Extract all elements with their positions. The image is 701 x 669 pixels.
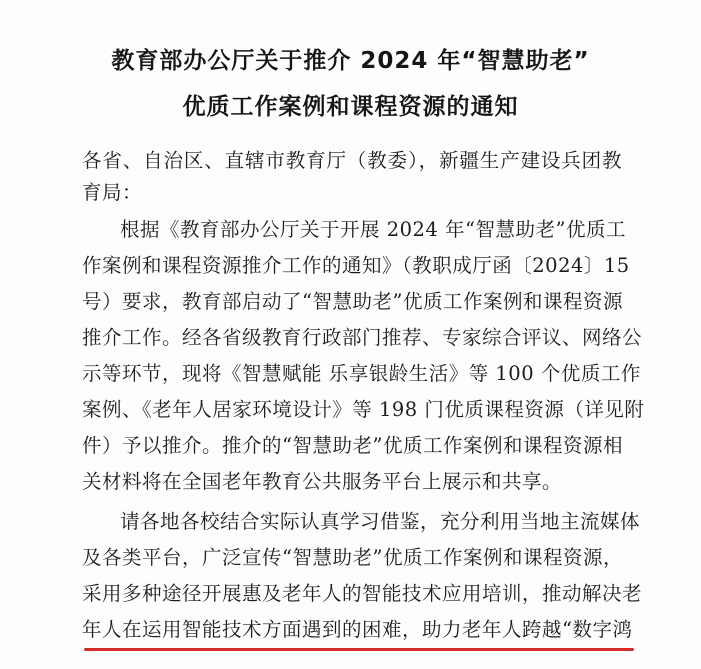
paragraph-1-line: 件）予以推介。推介的“智慧助老”优质工作案例和课程资源相 [82, 434, 623, 457]
paragraph-1-line: 根据《教育部办公厅关于开展 2024 年“智慧助老”优质工 [120, 218, 626, 241]
addressee-line-2: 育局： [82, 181, 143, 204]
addressee-line-1: 各省、自治区、直辖市教育厅（教委），新疆生产建设兵团教 [82, 149, 622, 172]
paragraph-2-line: 年人在运用智能技术方面遇到的困难，助力老年人跨越“数字鸿 [82, 618, 633, 641]
paragraph-1-line: 示等环节，现将《智慧赋能 乐享银龄生活》等 100 个优质工作 [82, 362, 641, 385]
paragraph-1-line: 号）要求，教育部启动了“智慧助老”优质工作案例和课程资源 [82, 290, 623, 313]
paragraph-2-line: 请各地各校结合实际认真学习借鉴，充分利用当地主流媒体 [120, 510, 641, 533]
paragraph-1-line: 关材料将在全国老年教育公共服务平台上展示和共享。 [82, 470, 563, 493]
paragraph-1-line: 案例、《老年人居家环境设计》等 198 门优质课程资源（详见附 [82, 398, 645, 421]
red-underline [84, 648, 634, 651]
paragraph-1-line: 作案例和课程资源推介工作的通知》（教职成厅函〔2024〕15 [82, 254, 630, 277]
paragraph-2-line: 及各类平台，广泛宣传“智慧助老”优质工作案例和课程资源， [82, 546, 623, 569]
document-title-line-2: 优质工作案例和课程资源的通知 [182, 94, 519, 120]
document-title-line-1: 教育部办公厅关于推介 2024 年“智慧助老” [111, 48, 590, 74]
paragraph-1-line: 推介工作。经各省级教育行政部门推荐、专家综合评议、网络公 [82, 326, 643, 349]
paragraph-2-line: 采用多种途径开展惠及老年人的智能技术应用培训，推动解决老 [82, 582, 643, 605]
